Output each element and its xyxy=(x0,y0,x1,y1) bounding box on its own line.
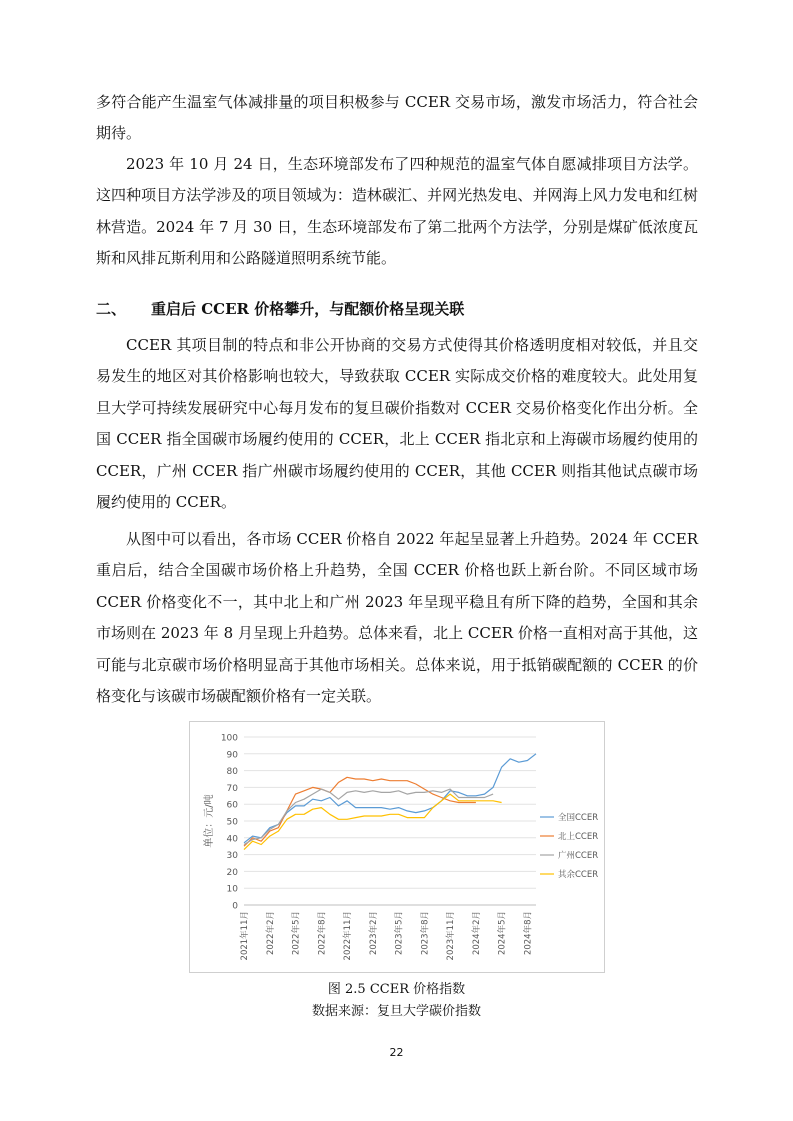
y-tick-label: 40 xyxy=(226,834,238,845)
y-tick-label: 90 xyxy=(226,750,238,761)
series-line-广州CCER xyxy=(244,789,493,844)
legend-label: 其余CCER xyxy=(558,870,599,880)
legend-label: 广州CCER xyxy=(558,851,599,861)
x-tick-label: 2023年11月 xyxy=(446,911,457,961)
x-tick-label: 2021年11月 xyxy=(240,911,250,961)
y-tick-label: 30 xyxy=(226,851,238,862)
y-tick-label: 20 xyxy=(226,867,238,878)
y-tick-label: 10 xyxy=(226,884,238,895)
paragraph-2: 2023 年 10 月 24 日，生态环境部发布了四种规范的温室气体自愿减排项目方法学。这四种项目方法学涉及的项目领域为：造林碳汇、并网光热发电、并网海上风力发电和红树林营造。2024 年 7 月 30 日，生态环境部发布了第二批两个方法学，分别是煤矿低浓度瓦斯和风排瓦斯利用和公路隧道照明系统节能。 xyxy=(96,155,698,268)
section-number: 二、 xyxy=(96,300,127,318)
paragraph-3: CCER 其项目制的特点和非公开协商的交易方式使得其价格透明度相对较低，并且交易发生的地区对其价格影响也较大，导致获取 CCER 实际成交价格的难度较大。此处用复旦大学可持续发展研究中心每月发布的复旦碳价指数对 CCER 交易价格变化作出分析。全国 CCER 指全国碳市场履约使用的 CCER，北上 CCER 指北京和上海碳市场履约使用的 CCER，广州 CCER 指广州碳市场履约使用的 CCER，其他 CCER 则指其他试点碳市场履约使用的 CCER。 xyxy=(96,336,698,512)
legend-label: 北上CCER xyxy=(558,832,599,842)
x-tick-label: 2022年2月 xyxy=(265,911,276,956)
x-tick-label: 2022年8月 xyxy=(317,911,328,956)
x-tick-label: 2022年11月 xyxy=(343,911,354,961)
y-tick-label: 60 xyxy=(226,800,238,811)
y-axis-label: 单位：元/吨 xyxy=(204,794,215,848)
y-tick-label: 100 xyxy=(220,733,238,744)
figure-caption: 图 2.5 CCER 价格指数 xyxy=(327,982,466,997)
chart-svg xyxy=(190,722,604,972)
ccer-price-chart xyxy=(189,721,605,973)
section-heading xyxy=(96,297,464,321)
paragraph-4: 从图中可以看出，各市场 CCER 价格自 2022 年起呈显著上升趋势。2024 年 CCER 重启后，结合全国碳市场价格上升趋势，全国 CCER 价格也跃上新台阶。不同区域市场 CCER 价格变化不一，其中北上和广州 2023 年呈现平稳且有所下降的趋势，全国和其余市场则在 2023 年 8 月呈现上升趋势。总体来看，北上 CCER 价格一直相对高于其他，这可能与北京碳市场价格明显高于其他市场相关。总体来说，用于抵销碳配额的 CCER 的价格变化与该碳市场碳配额价格有一定关联。 xyxy=(96,530,698,706)
paragraph-1: 多符合能产生温室气体减排量的项目积极参与 CCER 交易市场，激发市场活力，符合社会期待。 xyxy=(96,93,698,143)
y-tick-label: 70 xyxy=(226,783,238,794)
x-tick-label: 2023年5月 xyxy=(394,911,405,956)
section-title: 重启后 CCER 价格攀升，与配额价格呈现关联 xyxy=(151,300,465,318)
page-number: 22 xyxy=(389,1046,404,1059)
x-tick-label: 2024年8月 xyxy=(523,911,534,956)
y-tick-label: 0 xyxy=(232,901,238,912)
x-tick-label: 2024年5月 xyxy=(497,911,508,956)
x-tick-label: 2023年8月 xyxy=(420,911,431,956)
y-tick-label: 80 xyxy=(226,767,238,778)
y-tick-label: 50 xyxy=(226,817,238,828)
x-tick-label: 2023年2月 xyxy=(368,911,379,956)
series-line-全国CCER xyxy=(244,754,536,843)
figure-source: 数据来源：复旦大学碳价指数 xyxy=(311,1004,481,1019)
x-tick-label: 2022年5月 xyxy=(291,911,302,956)
legend-label: 全国CCER xyxy=(558,813,599,823)
x-tick-label: 2024年2月 xyxy=(471,911,482,956)
